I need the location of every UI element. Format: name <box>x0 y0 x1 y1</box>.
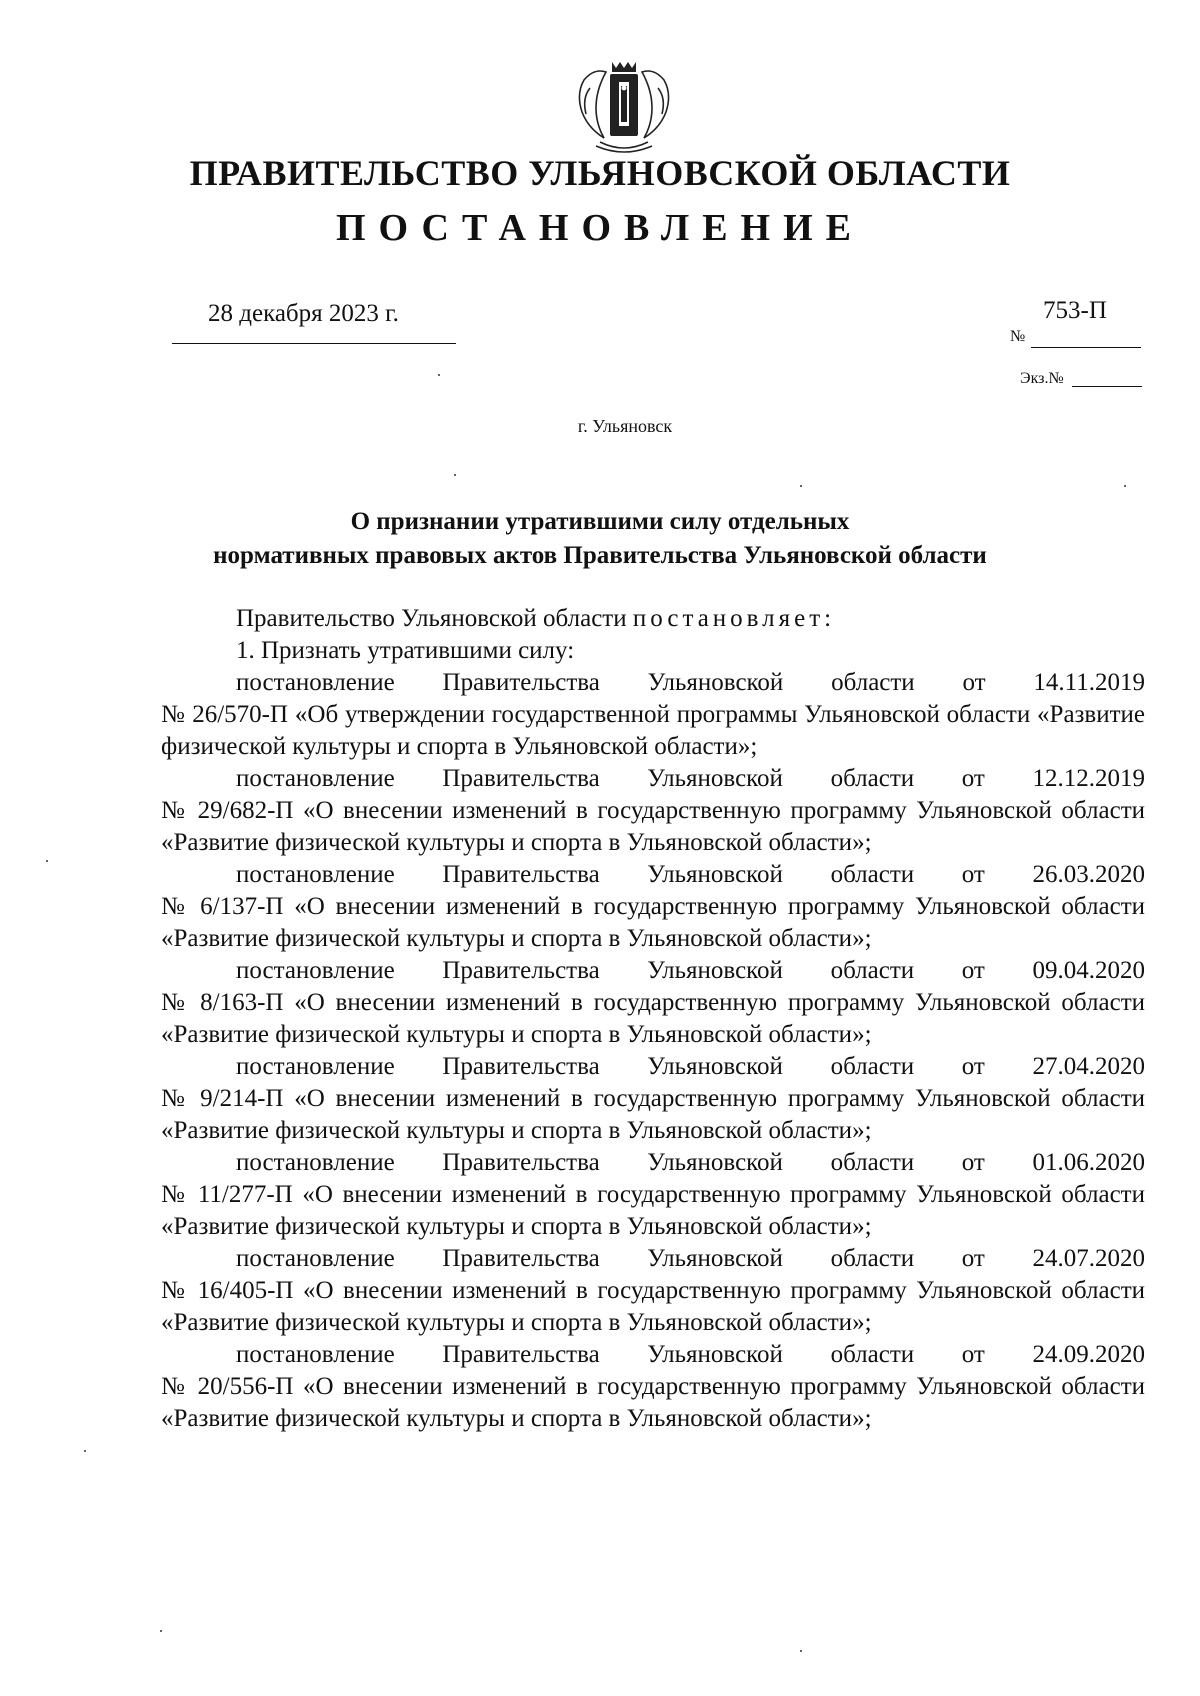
act-item <box>161 763 1145 859</box>
preamble-text: Правительство Ульяновской области <box>236 605 633 632</box>
act-item-lead: постановление Правительства Ульяновской области от 24.07.2020 <box>236 1245 1145 1272</box>
preamble-verb: постановляет: <box>632 605 836 632</box>
copy-number-underline <box>1072 386 1142 387</box>
coat-of-arms-icon <box>560 58 688 158</box>
date-underline <box>172 343 456 344</box>
scan-speck <box>84 1450 86 1452</box>
act-item-lead: постановление Правительства Ульяновской области от 27.04.2020 <box>236 1053 1145 1080</box>
document-number: 753-П <box>1043 297 1107 324</box>
heading-line-2: нормативных правовых актов Правительства Ульяновской области <box>213 542 987 569</box>
act-item-text: № 20/556-П «О внесении изменений в государственную программу Ульяновской области «Развитие физической культуры и спорта в Ульяновской области»; <box>161 1373 1145 1432</box>
act-item <box>161 859 1145 955</box>
act-item <box>161 955 1145 1051</box>
act-item-lead: постановление Правительства Ульяновской области от 14.11.2019 <box>236 669 1145 696</box>
scan-speck <box>438 374 440 376</box>
city-label: г. Ульяновск <box>577 416 673 436</box>
copy-number-label: Экз.№ <box>1020 370 1064 387</box>
act-item-text: № 8/163-П «О внесении изменений в государственную программу Ульяновской области «Развитие физической культуры и спорта в Ульяновской области»; <box>161 989 1145 1048</box>
act-item-text: № 9/214-П «О внесении изменений в государственную программу Ульяновской области «Развитие физической культуры и спорта в Ульяновской области»; <box>161 1085 1145 1144</box>
act-item-lead: постановление Правительства Ульяновской области от 24.09.2020 <box>236 1341 1145 1368</box>
act-item <box>161 1051 1145 1147</box>
act-item-lead: постановление Правительства Ульяновской области от 09.04.2020 <box>236 957 1145 984</box>
act-item-text: № 26/570-П «Об утверждении государственной программы Ульяновской области «Развитие физической культуры и спорта в Ульяновской области»; <box>161 701 1145 760</box>
scan-speck <box>160 1630 162 1632</box>
act-item-text: № 11/277-П «О внесении изменений в государственную программу Ульяновской области «Развитие физической культуры и спорта в Ульяновской области»; <box>161 1181 1145 1240</box>
organization-title: ПРАВИТЕЛЬСТВО УЛЬЯНОВСКОЙ ОБЛАСТИ <box>189 153 1011 193</box>
scan-speck <box>800 1650 802 1652</box>
clause-1: 1. Признать утратившими силу: <box>236 637 575 664</box>
act-item-text: № 29/682-П «О внесении изменений в государственную программу Ульяновской области «Развитие физической культуры и спорта в Ульяновской области»; <box>161 797 1145 856</box>
act-item-lead: постановление Правительства Ульяновской области от 26.03.2020 <box>236 861 1145 888</box>
act-item-lead: постановление Правительства Ульяновской области от 01.06.2020 <box>236 1149 1145 1176</box>
scan-speck <box>46 860 48 862</box>
preamble <box>161 603 1145 635</box>
document-heading <box>0 505 1200 573</box>
act-item-text: № 6/137-П «О внесении изменений в государственную программу Ульяновской области «Развитие физической культуры и спорта в Ульяновской области»; <box>161 893 1145 952</box>
scan-speck <box>454 474 456 476</box>
scan-speck <box>1124 485 1126 487</box>
document-body <box>161 603 1145 1435</box>
document-type-title: ПОСТАНОВЛЕНИЕ <box>335 207 865 249</box>
scan-speck <box>800 485 802 487</box>
act-item <box>161 1243 1145 1339</box>
heading-line-1: О признании утратившими силу отдельных <box>350 508 850 535</box>
number-sign-label: № <box>1010 328 1026 345</box>
act-item <box>161 1339 1145 1435</box>
number-underline <box>1031 347 1141 348</box>
document-date: 28 декабря 2023 г. <box>208 300 399 327</box>
act-item <box>161 1147 1145 1243</box>
act-item-lead: постановление Правительства Ульяновской области от 12.12.2019 <box>236 765 1145 792</box>
act-item <box>161 667 1145 763</box>
act-item-text: № 16/405-П «О внесении изменений в государственную программу Ульяновской области «Развитие физической культуры и спорта в Ульяновской области»; <box>161 1277 1145 1336</box>
